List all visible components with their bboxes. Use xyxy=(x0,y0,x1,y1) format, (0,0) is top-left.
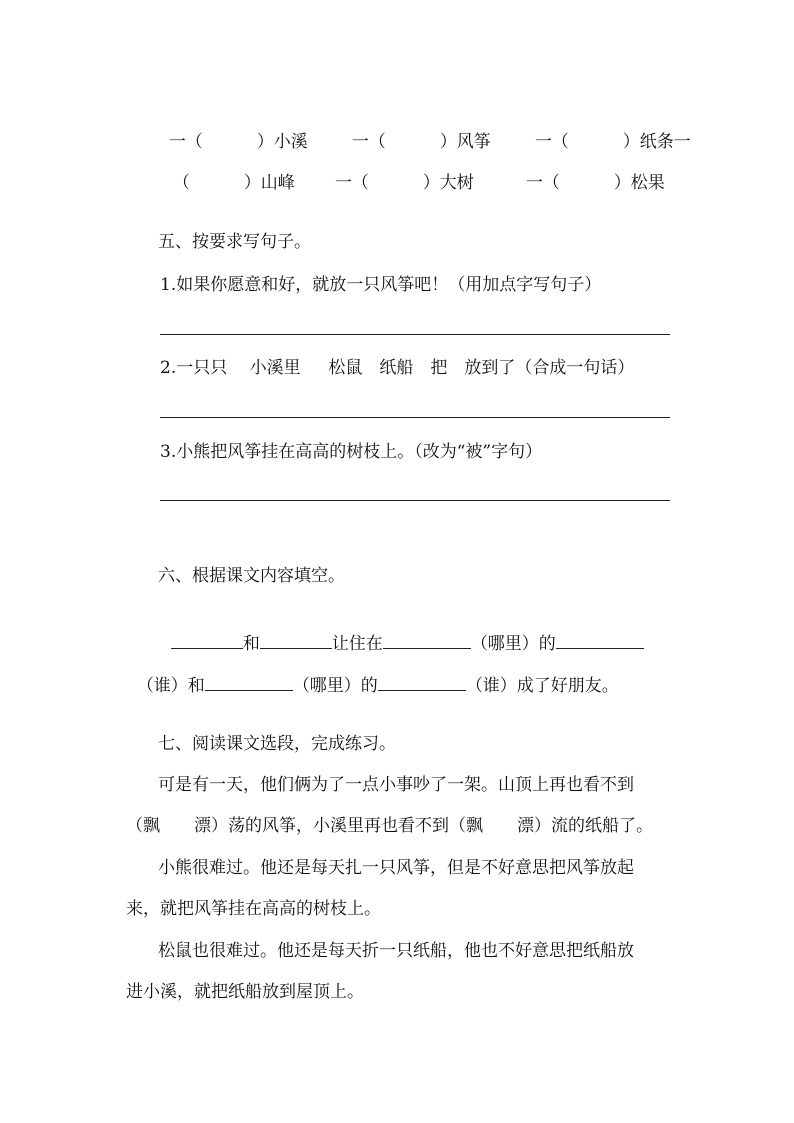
measure-prefix: 一（ xyxy=(525,173,560,193)
measure-prefix: 一（ xyxy=(334,173,369,193)
passage-line: 小熊很难过。他还是每天扎一只风筝，但是不好意思把风筝放起 xyxy=(158,858,634,878)
section-7-heading: 七、阅读课文选段，完成练习。 xyxy=(158,734,396,754)
measure-word-row-2 xyxy=(162,147,665,193)
section-5-heading: 五、按要求写句子。 xyxy=(158,232,311,252)
fill-text: （哪里）的 xyxy=(470,634,556,654)
passage-line: 可是有一天，他们俩为了一点小事吵了一架。山顶上再也看不到 xyxy=(158,775,634,795)
fill-line-2 xyxy=(126,648,619,696)
measure-item xyxy=(335,173,474,193)
answer-line-2[interactable] xyxy=(160,417,670,418)
fill-blank[interactable] xyxy=(383,630,471,649)
measure-prefix: 一（ xyxy=(168,132,203,152)
measure-prefix: 一（ xyxy=(351,132,386,152)
fill-blank[interactable] xyxy=(171,630,243,649)
passage-line: 来，就把风筝挂在高高的树枝上。 xyxy=(126,899,381,919)
fill-blank[interactable] xyxy=(205,672,293,691)
measure-prefix: 一（ xyxy=(534,132,569,152)
question-3: 3.小熊把风筝挂在高高的树枝上。（改为“被”字句） xyxy=(160,442,543,462)
question-1: 1.如果你愿意和好，就放一只风筝吧！（用加点字写句子） xyxy=(160,275,602,295)
fill-blank[interactable] xyxy=(260,630,332,649)
answer-line-3[interactable] xyxy=(160,500,670,501)
measure-item xyxy=(526,173,665,193)
section-6-heading: 六、根据课文内容填空。 xyxy=(158,566,345,586)
measure-suffix: ）纸条一 xyxy=(622,132,691,152)
fill-blank[interactable] xyxy=(556,630,644,649)
passage-line: （飘 漂）荡的风筝，小溪里再也看不到（飘 漂）流的纸船了。 xyxy=(126,816,653,836)
measure-suffix: ）大树 xyxy=(422,173,474,193)
question-2: 2.一只只 小溪里 松鼠 纸船 把 放到了（合成一句话） xyxy=(160,358,635,378)
measure-suffix: ）风筝 xyxy=(439,132,491,152)
measure-item xyxy=(173,173,295,193)
fill-text: 让住在 xyxy=(331,634,383,654)
measure-suffix: ）山峰 xyxy=(243,173,295,193)
passage-line: 进小溪，就把纸船放到屋顶上。 xyxy=(126,982,364,1002)
fill-text: （谁）和 xyxy=(136,676,205,696)
fill-text: （哪里）的 xyxy=(292,676,378,696)
fill-text: （谁）成了好朋友。 xyxy=(465,676,619,696)
answer-line-1[interactable] xyxy=(160,334,670,335)
fill-line-1 xyxy=(160,606,644,654)
measure-word-row-1 xyxy=(158,106,691,152)
passage-line: 松鼠也很难过。他还是每天折一只纸船，他也不好意思把纸船放 xyxy=(158,941,634,961)
fill-blank[interactable] xyxy=(378,672,466,691)
fill-text: 和 xyxy=(242,634,260,654)
measure-suffix: ）小溪 xyxy=(256,132,308,152)
measure-suffix: ）松果 xyxy=(613,173,665,193)
measure-prefix: （ xyxy=(172,173,190,193)
